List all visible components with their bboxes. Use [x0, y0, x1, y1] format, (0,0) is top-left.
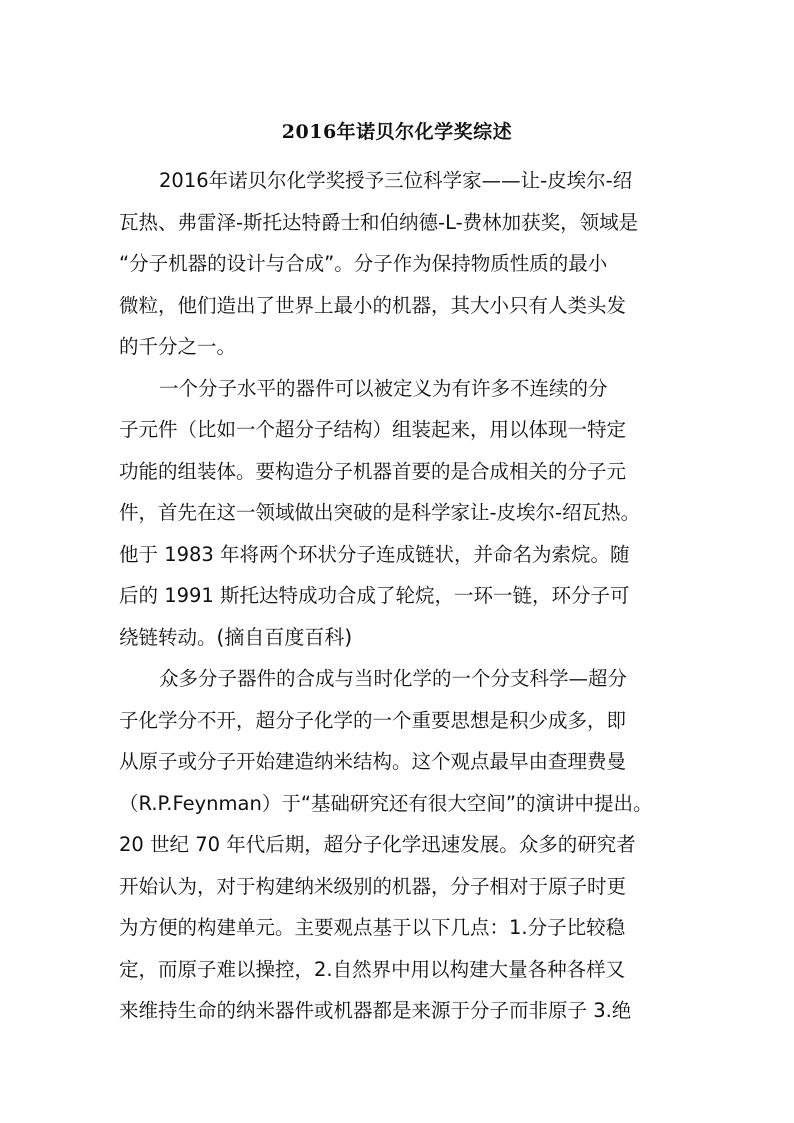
article-body [119, 160, 679, 1032]
text-line-16: （R.P.Feynman）于“基础研究还有很大空间”的演讲中提出。 [119, 791, 653, 815]
page-title: 2016年诺贝尔化学奖综述 [281, 121, 513, 143]
text-line-18: 开始认为，对于构建纳米级别的机器，分子相对于原子时更 [119, 874, 627, 898]
text-line-11: 后的 1991 斯托达特成功合成了轮烷，一环一链，环分子可 [119, 584, 630, 607]
text-line-4: 微粒，他们造出了世界上最小的机器，其大小只有人类头发 [119, 293, 627, 317]
text-line-9: 件，首先在这一领域做出突破的是科学家让-皮埃尔-绍瓦热。 [119, 501, 641, 524]
text-line-12 [119, 617, 679, 659]
text-line-5: 的千分之一。 [119, 335, 237, 358]
text-line-19: 为方便的构建单元。主要观点基于以下几点：1.分子比较稳 [119, 916, 626, 939]
text-line-13: 众多分子器件的合成与当时化学的一个分支科学—超分 [159, 667, 628, 690]
text-line-8: 功能的组装体。要构造分子机器首要的是合成相关的分子元 [119, 459, 627, 483]
text-line-20: 定，而原子难以操控，2.自然界中用以构建大量各种各样又 [119, 957, 626, 981]
text-line-10: 他于 1983 年将两个环状分子连成链状，并命名为索烷。随 [119, 542, 630, 566]
text-line-17: 20 世纪 70 年代后期，超分子化学迅速发展。众多的研究者 [119, 833, 636, 856]
text-line-1: 2016年诺贝尔化学奖授予三位科学家——让-皮埃尔-绍 [159, 169, 633, 192]
text-line-3: “分子机器的设计与合成”。分子作为保持物质性质的最小 [119, 252, 608, 275]
text-line-12-main: 绕链转动。 [119, 625, 217, 649]
text-line-15: 从原子或分子开始建造纳米结构。这个观点最早由查理费曼 [119, 750, 627, 773]
text-line-6: 一个分子水平的器件可以被定义为有许多不连续的分 [159, 376, 608, 400]
text-line-7: 子元件（比如一个超分子结构）组装起来，用以体现一特定 [119, 418, 627, 441]
text-line-14: 子化学分不开，超分子化学的一个重要思想是积少成多，即 [119, 708, 627, 732]
text-line-21: 来维持生命的纳米器件或机器都是来源于分子而非原子 3.绝 [119, 999, 632, 1022]
source-citation: (摘自百度百科) [216, 624, 353, 649]
text-line-2: 瓦热、弗雷泽-斯托达特爵士和伯纳德-L-费林加获奖，领域是 [119, 210, 639, 234]
